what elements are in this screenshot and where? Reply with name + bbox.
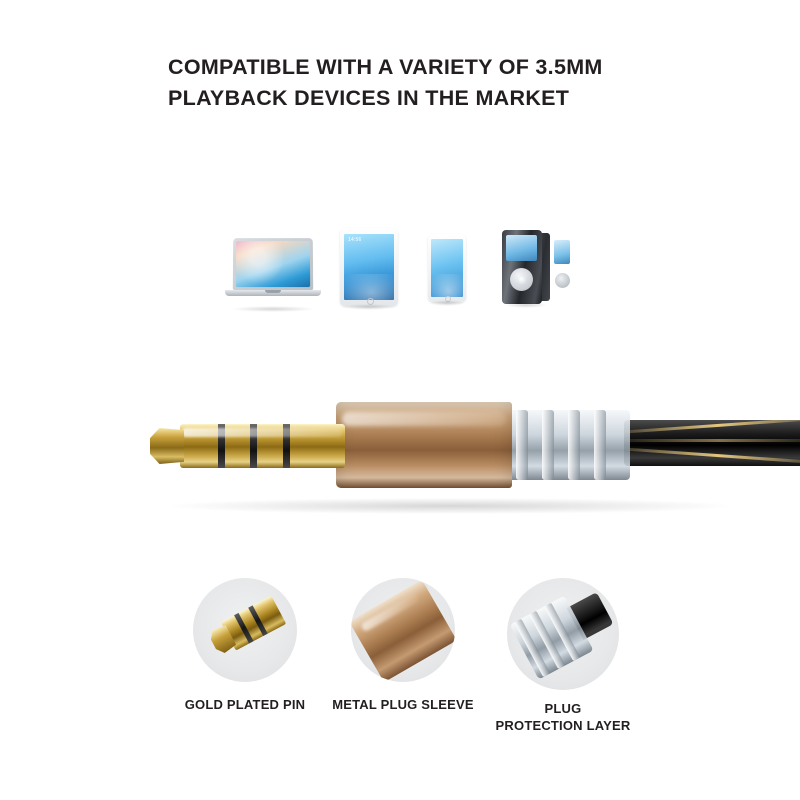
plug-protection-layer-part xyxy=(508,410,630,480)
product-hero-image xyxy=(0,380,800,540)
laptop-notch xyxy=(265,290,281,293)
metal-plug-sleeve-part xyxy=(336,402,512,488)
mp3-shadow xyxy=(505,302,547,308)
thumbnail-pin-graphic xyxy=(203,589,290,664)
smartphone-screen xyxy=(431,239,463,297)
smartphone-shadow xyxy=(430,300,463,306)
feature-label-gold-plated-pin: GOLD PLATED PIN xyxy=(184,697,306,712)
laptop-lid xyxy=(233,238,313,290)
mp3-screen xyxy=(506,235,537,261)
tablet-clock-label: 14:56 xyxy=(348,237,362,243)
feature-metal-plug-sleeve xyxy=(318,578,488,713)
feature-callouts xyxy=(160,578,680,768)
feature-thumbnail-plug-protection-layer xyxy=(507,578,619,690)
mp3-secondary-screen xyxy=(554,240,570,264)
protection-rib xyxy=(542,410,554,480)
mp3-click-wheel xyxy=(510,268,533,291)
feature-gold-plated-pin xyxy=(160,578,330,713)
page-title-line-1: COMPATIBLE WITH A VARIETY OF 3.5MM xyxy=(168,55,603,79)
cable-stripe xyxy=(624,446,800,465)
feature-thumbnail-gold-plated-pin xyxy=(193,578,297,682)
feature-label-metal-plug-sleeve: METAL PLUG SLEEVE xyxy=(332,697,474,712)
sleeve-highlight xyxy=(342,412,506,426)
pin-highlight xyxy=(182,428,342,437)
protection-rib xyxy=(568,410,580,480)
feature-label-line-1: PLUG xyxy=(544,701,582,716)
compatible-devices-row xyxy=(215,222,595,322)
protection-rib xyxy=(516,410,528,480)
cable-stripe xyxy=(624,420,800,435)
product-shadow xyxy=(170,498,730,514)
device-laptop-icon xyxy=(225,238,321,308)
laptop-screen xyxy=(236,241,310,287)
feature-label-line-2: PROTECTION LAYER xyxy=(495,718,631,733)
device-mp3-player-icon xyxy=(502,230,550,304)
device-tablet-icon xyxy=(340,228,398,306)
laptop-shadow xyxy=(231,306,315,312)
page-title xyxy=(168,52,688,114)
tablet-screen xyxy=(344,234,394,300)
feature-label-plug-protection-layer xyxy=(478,700,648,734)
mp3-body xyxy=(502,230,542,304)
mp3-secondary-click-wheel xyxy=(555,273,570,288)
device-smartphone-icon xyxy=(428,234,466,302)
cable-stripe xyxy=(624,439,800,442)
gold-plated-pin-part xyxy=(150,410,340,480)
feature-plug-protection-layer xyxy=(478,578,648,734)
audio-cable xyxy=(624,420,800,466)
thumbnail-sleeve-graphic xyxy=(351,580,455,682)
feature-thumbnail-metal-plug-sleeve xyxy=(351,578,455,682)
pin-tip xyxy=(150,428,184,464)
thumbnail-protection-graphic xyxy=(510,583,619,680)
tablet-shadow xyxy=(343,304,394,310)
protection-rib xyxy=(594,410,606,480)
page-title-line-2: PLAYBACK DEVICES IN THE MARKET xyxy=(168,86,570,110)
